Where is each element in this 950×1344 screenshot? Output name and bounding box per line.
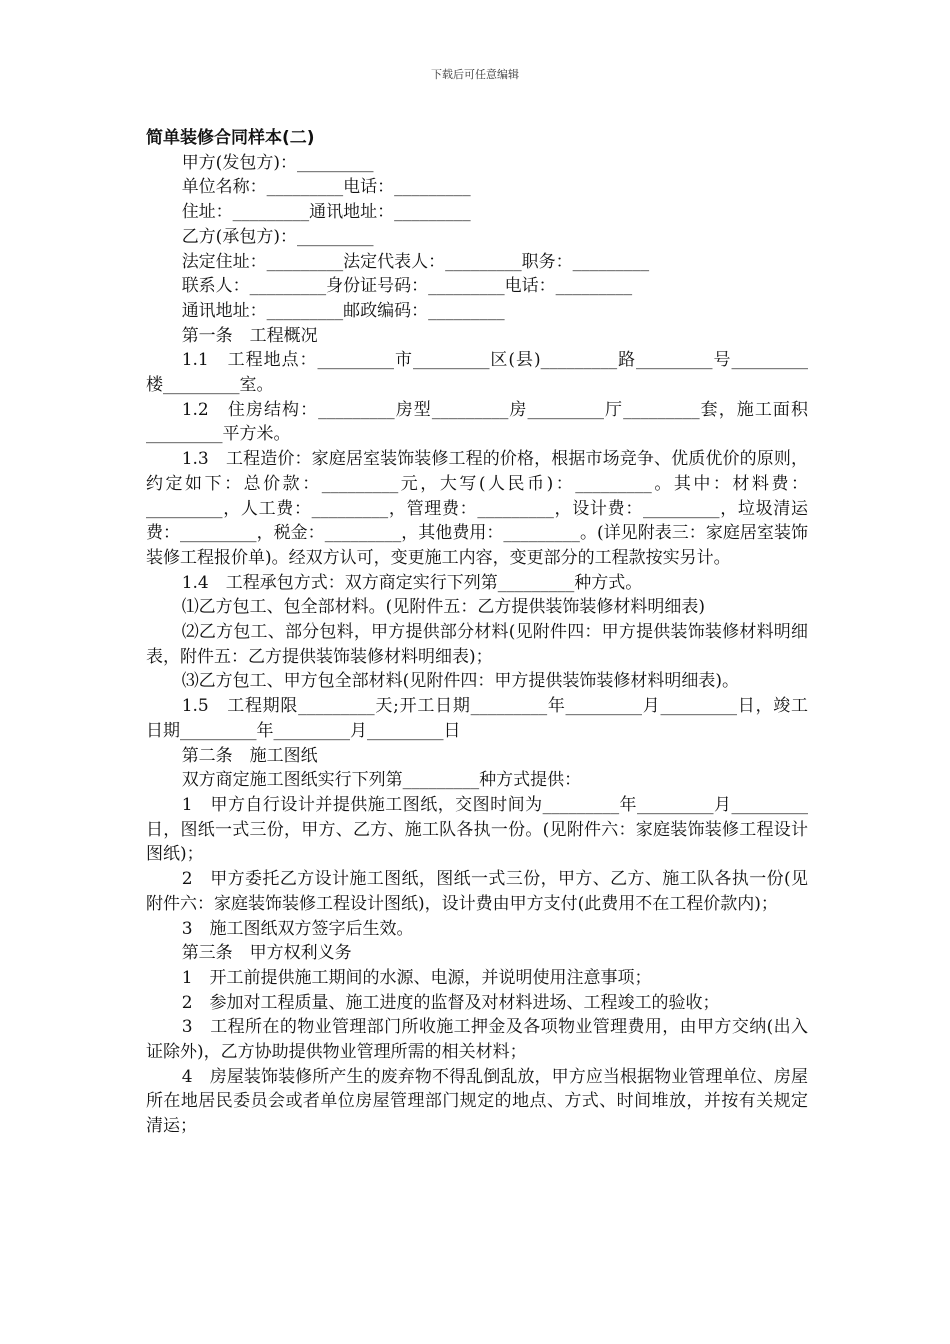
article-1-heading: 第一条 工程概况 <box>181 325 318 346</box>
party-a-line: 甲方(发包方)：_________ <box>181 152 374 173</box>
option-1: ⑴乙方包工、包全部材料。(见附件五：乙方提供装饰装修材料明细表) <box>181 597 705 618</box>
article-2-item-3: 3 施工图纸双方签字后生效。 <box>181 918 414 939</box>
option-3: ⑶乙方包工、甲方包全部材料(见附件四：甲方提供装饰装修材料明细表)。 <box>181 671 739 692</box>
party-b-line: 乙方(承包方)：_________ <box>181 226 374 247</box>
article-3-item-4: 4 房屋装饰装修所产生的废弃物不得乱倒乱放，甲方应当根据物业管理单位、房屋所在地居民委员会或者单位房屋管理部门规定的地点、方式、时间堆放，并按有关规定清运； <box>146 1066 808 1137</box>
clause-1-3: 1.3 工程造价：家庭居室装饰装修工程的价格，根据市场竞争、优质优价的原则，约定如下：总价款：_________元，大写(人民币)：_________。其中：材料费：_________，人工费：_________，管理费：_________，设计费：_________，垃圾清运费：_________，税金：_________，其他费用：_________。(详见附表三：家庭居室装饰装修工程报价单)。经双方认可，变更施工内容，变更部分的工程款按实另计。 <box>146 449 808 568</box>
legal-address-line: 法定住址：_________法定代表人：_________职务：_________ <box>181 251 650 272</box>
clause-1-4: 1.4 工程承包方式：双方商定实行下列第_________种方式。 <box>181 572 643 593</box>
clause-1-5: 1.5 工程期限_________天;开工日期_________年_________月_________日，竣工日期_________年_________月_________日 <box>146 696 808 741</box>
article-3-item-1: 1 开工前提供施工期间的水源、电源，并说明使用注意事项； <box>181 967 652 988</box>
contract-body <box>146 126 808 1139</box>
article-2-intro: 双方商定施工图纸实行下列第_________种方式提供： <box>181 770 582 791</box>
company-name-line: 单位名称：_________电话：_________ <box>181 177 471 198</box>
mailing-address-line: 通讯地址：_________邮政编码：_________ <box>181 300 505 321</box>
article-3-item-3: 3 工程所在的物业管理部门所收施工押金及各项物业管理费用，由甲方交纳(出入证除外)，乙方协助提供物业管理所需的相关材料； <box>146 1017 808 1063</box>
page-header: 下载后可任意编辑 <box>431 68 519 81</box>
document-title: 简单装修合同样本(二) <box>146 128 315 148</box>
article-3-item-2: 2 参加对工程质量、施工进度的监督及对材料进场、工程竣工的验收； <box>181 992 720 1013</box>
clause-1-2: 1.2 住房结构：_________房型_________房_________厅_________套，施工面积_________平方米。 <box>146 399 808 445</box>
article-2-item-2: 2 甲方委托乙方设计施工图纸，图纸一式三份，甲方、乙方、施工队各执一份(见附件六：家庭装饰装修工程设计图纸)，设计费由甲方支付(此费用不在工程价款内)； <box>146 869 808 914</box>
article-3-heading: 第三条 甲方权利义务 <box>181 943 352 964</box>
address-line: 住址：_________通讯地址：_________ <box>181 202 471 223</box>
option-2: ⑵乙方包工、部分包料，甲方提供部分材料(见附件四：甲方提供装饰装修材料明细表，附件五：乙方提供装饰装修材料明细表)； <box>146 622 808 667</box>
contact-line: 联系人：_________身份证号码：_________电话：_________ <box>181 276 633 297</box>
clause-1-1: 1.1 工程地点：_________市_________区(县)_________路_________号_________楼_________室。 <box>146 350 808 396</box>
article-2-heading: 第二条 施工图纸 <box>181 745 318 766</box>
article-2-item-1: 1 甲方自行设计并提供施工图纸，交图时间为_________年_________月_________日，图纸一式三份，甲方、乙方、施工队各执一份。(见附件六：家庭装饰装修工程设计图纸)； <box>146 794 808 865</box>
